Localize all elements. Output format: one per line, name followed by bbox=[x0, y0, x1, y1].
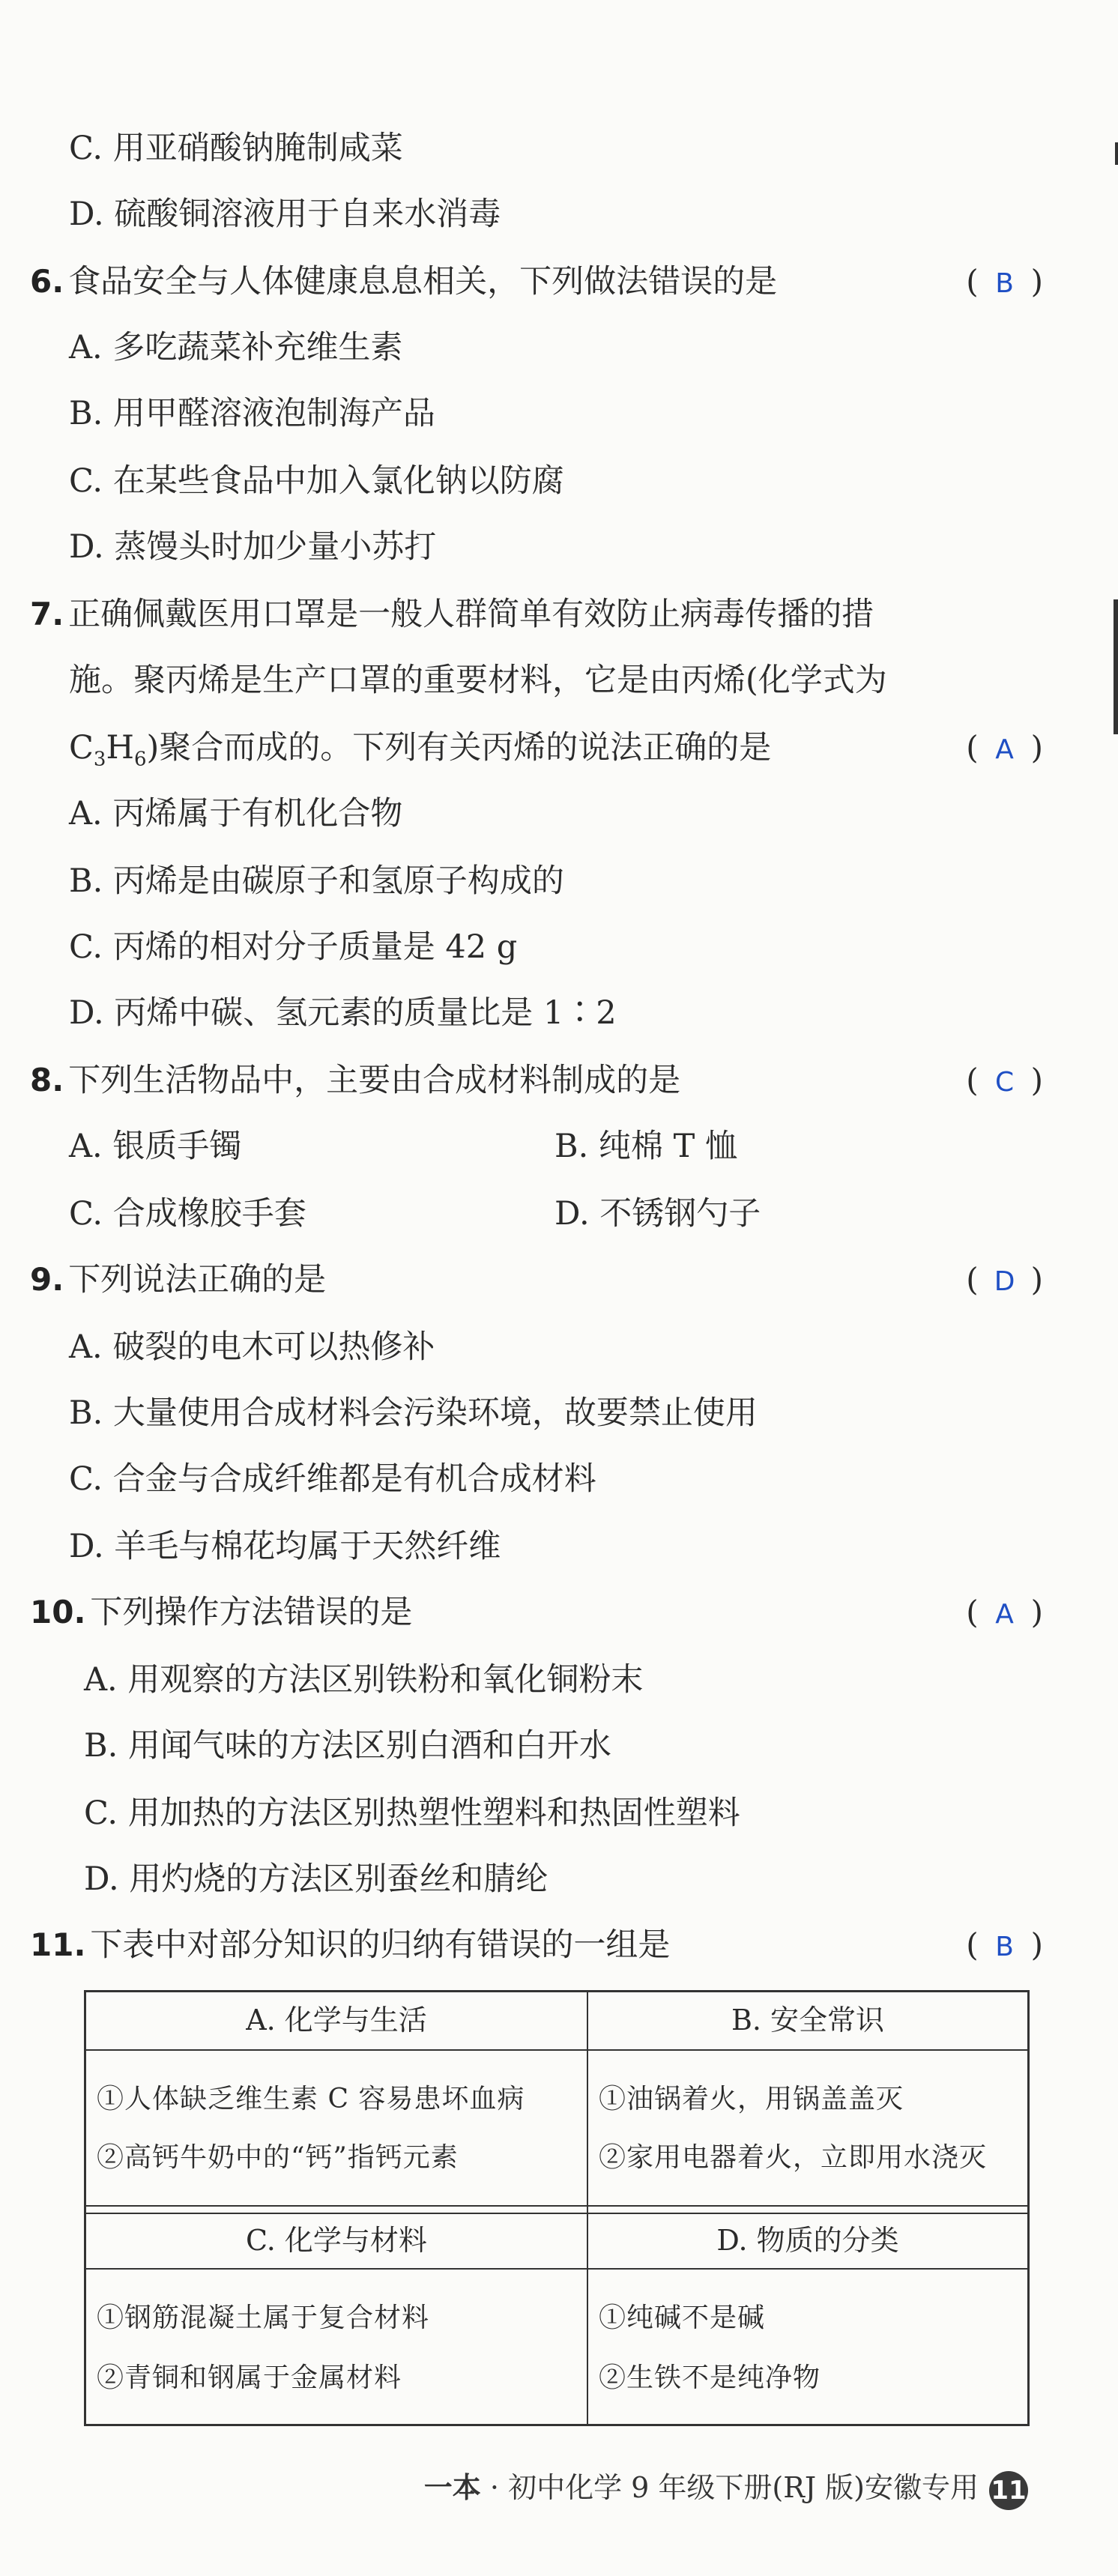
table-cell-d2: ②生铁不是纯净物 bbox=[599, 2362, 821, 2393]
table-divider bbox=[86, 2213, 1027, 2214]
option-c-prev: C. 用亚硝酸钠腌制咸菜 bbox=[69, 130, 403, 167]
table-header-a: A. 化学与生活 bbox=[246, 2004, 427, 2037]
q6-option-b: B. 用甲醛溶液泡制海产品 bbox=[69, 395, 435, 432]
question-number: 10. bbox=[30, 1594, 86, 1630]
table-cell-a1: ①人体缺乏维生素 C 容易患坏血病 bbox=[97, 2084, 525, 2114]
stem-text: 下列生活物品中，主要由合成材料制成的是 bbox=[68, 1062, 681, 1099]
table-cell-a2: ②高钙牛奶中的“钙”指钙元素 bbox=[97, 2142, 459, 2173]
stem-text: 正确佩戴医用口罩是一般人群简单有效防止病毒传播的措 bbox=[68, 596, 874, 633]
answer-9: D bbox=[994, 1266, 1015, 1297]
knowledge-table bbox=[84, 1990, 1030, 2426]
question-number: 8. bbox=[30, 1062, 64, 1098]
q9-option-b: B. 大量使用合成材料会污染环境，故要禁止使用 bbox=[69, 1394, 758, 1432]
question-8-stem bbox=[30, 1058, 680, 1103]
q7-option-c: C. 丙烯的相对分子质量是 42 g bbox=[69, 928, 518, 966]
answer-box-10: ( A ) bbox=[966, 1590, 1043, 1637]
q8-option-d: D. 不锈钢勺子 bbox=[555, 1195, 761, 1233]
question-6-stem bbox=[30, 259, 777, 304]
q7-option-a: A. 丙烯属于有机化合物 bbox=[69, 795, 403, 832]
q8-option-b: B. 纯棉 T 恤 bbox=[555, 1128, 737, 1165]
stem-text: 下列操作方法错误的是 bbox=[90, 1594, 413, 1631]
page-number: 11 bbox=[989, 2471, 1028, 2510]
question-number: 6. bbox=[30, 263, 64, 300]
edge-mark bbox=[1114, 599, 1118, 734]
q6-option-a: A. 多吃蔬菜补充维生素 bbox=[69, 329, 403, 366]
question-9-stem bbox=[30, 1257, 326, 1302]
answer-box-8: ( C ) bbox=[966, 1058, 1043, 1105]
q10-option-d: D. 用灼烧的方法区别蚕丝和腈纶 bbox=[84, 1860, 549, 1898]
q10-option-b: B. 用闻气味的方法区别白酒和白开水 bbox=[84, 1727, 611, 1765]
question-number: 11. bbox=[30, 1926, 86, 1963]
question-11-stem bbox=[30, 1923, 670, 1968]
footer-separator: · bbox=[489, 2471, 499, 2504]
q7-option-b: B. 丙烯是由碳原子和氢原子构成的 bbox=[69, 862, 564, 900]
table-divider bbox=[86, 2049, 1027, 2051]
q8-option-c: C. 合成橡胶手套 bbox=[69, 1195, 306, 1233]
q8-option-a: A. 银质手镯 bbox=[69, 1128, 242, 1165]
stem-text: 下表中对部分知识的归纳有错误的一组是 bbox=[90, 1926, 671, 1964]
table-cell-d1: ①纯碱不是碱 bbox=[599, 2303, 766, 2333]
answer-7: A bbox=[995, 734, 1014, 765]
table-header-c: C. 化学与材料 bbox=[246, 2224, 427, 2257]
answer-box-7: ( A ) bbox=[966, 725, 1043, 773]
answer-8: C bbox=[995, 1067, 1015, 1098]
footer-text: 初中化学 9 年级下册(RJ 版)安徽专用 bbox=[508, 2471, 979, 2504]
answer-box-11: ( B ) bbox=[966, 1923, 1043, 1970]
page-footer bbox=[0, 2465, 1118, 2510]
table-header-d: D. 物质的分类 bbox=[716, 2224, 899, 2257]
q9-option-d: D. 羊毛与棉花均属于天然纤维 bbox=[69, 1528, 501, 1565]
option-d-prev: D. 硫酸铜溶液用于自来水消毒 bbox=[69, 196, 501, 233]
table-cell-c1: ①钢筋混凝土属于复合材料 bbox=[97, 2303, 430, 2333]
table-cell-b2: ②家用电器着火，立即用水浇灭 bbox=[599, 2142, 988, 2173]
q7-option-d: D. 丙烯中碳、氢元素的质量比是 1∶2 bbox=[69, 994, 617, 1032]
answer-box-6: ( B ) bbox=[966, 259, 1043, 306]
q10-option-a: A. 用观察的方法区别铁粉和氧化铜粉末 bbox=[84, 1661, 644, 1699]
q6-option-c: C. 在某些食品中加入氯化钠以防腐 bbox=[69, 462, 564, 500]
answer-6: B bbox=[995, 268, 1014, 299]
question-number: 7. bbox=[30, 596, 64, 632]
q10-option-c: C. 用加热的方法区别热塑性塑料和热固性塑料 bbox=[84, 1795, 740, 1832]
q6-option-d: D. 蒸馒头时加少量小苏打 bbox=[69, 528, 437, 566]
question-7-stem-line1 bbox=[30, 592, 874, 637]
question-7-stem-line3: $C_3H_6$)聚合而成的。下列有关丙烯的说法正确的是 bbox=[69, 729, 772, 771]
stem-text: 下列说法正确的是 bbox=[68, 1261, 327, 1298]
answer-box-9: ( D ) bbox=[966, 1257, 1043, 1304]
question-number: 9. bbox=[30, 1261, 64, 1298]
question-7-stem-line2: 施。聚丙烯是生产口罩的重要材料，它是由丙烯(化学式为 bbox=[69, 662, 887, 699]
table-header-b: B. 安全常识 bbox=[731, 2004, 885, 2037]
q9-option-c: C. 合金与合成纤维都是有机合成材料 bbox=[69, 1460, 596, 1498]
question-10-stem bbox=[30, 1590, 412, 1635]
table-divider bbox=[86, 2268, 1027, 2270]
stem-text: 食品安全与人体健康息息相关，下列做法错误的是 bbox=[68, 263, 778, 300]
edge-mark bbox=[1115, 142, 1118, 165]
q9-option-a: A. 破裂的电木可以热修补 bbox=[69, 1328, 435, 1366]
table-cell-c2: ②青铜和钢属于金属材料 bbox=[97, 2362, 402, 2393]
table-divider-vertical bbox=[587, 1992, 588, 2424]
footer-brand: 一本 bbox=[423, 2470, 481, 2504]
table-cell-b1: ①油锅着火，用锅盖盖灭 bbox=[599, 2084, 904, 2114]
answer-10: A bbox=[995, 1599, 1014, 1630]
answer-11: B bbox=[995, 1932, 1014, 1962]
table-divider bbox=[86, 2205, 1027, 2207]
